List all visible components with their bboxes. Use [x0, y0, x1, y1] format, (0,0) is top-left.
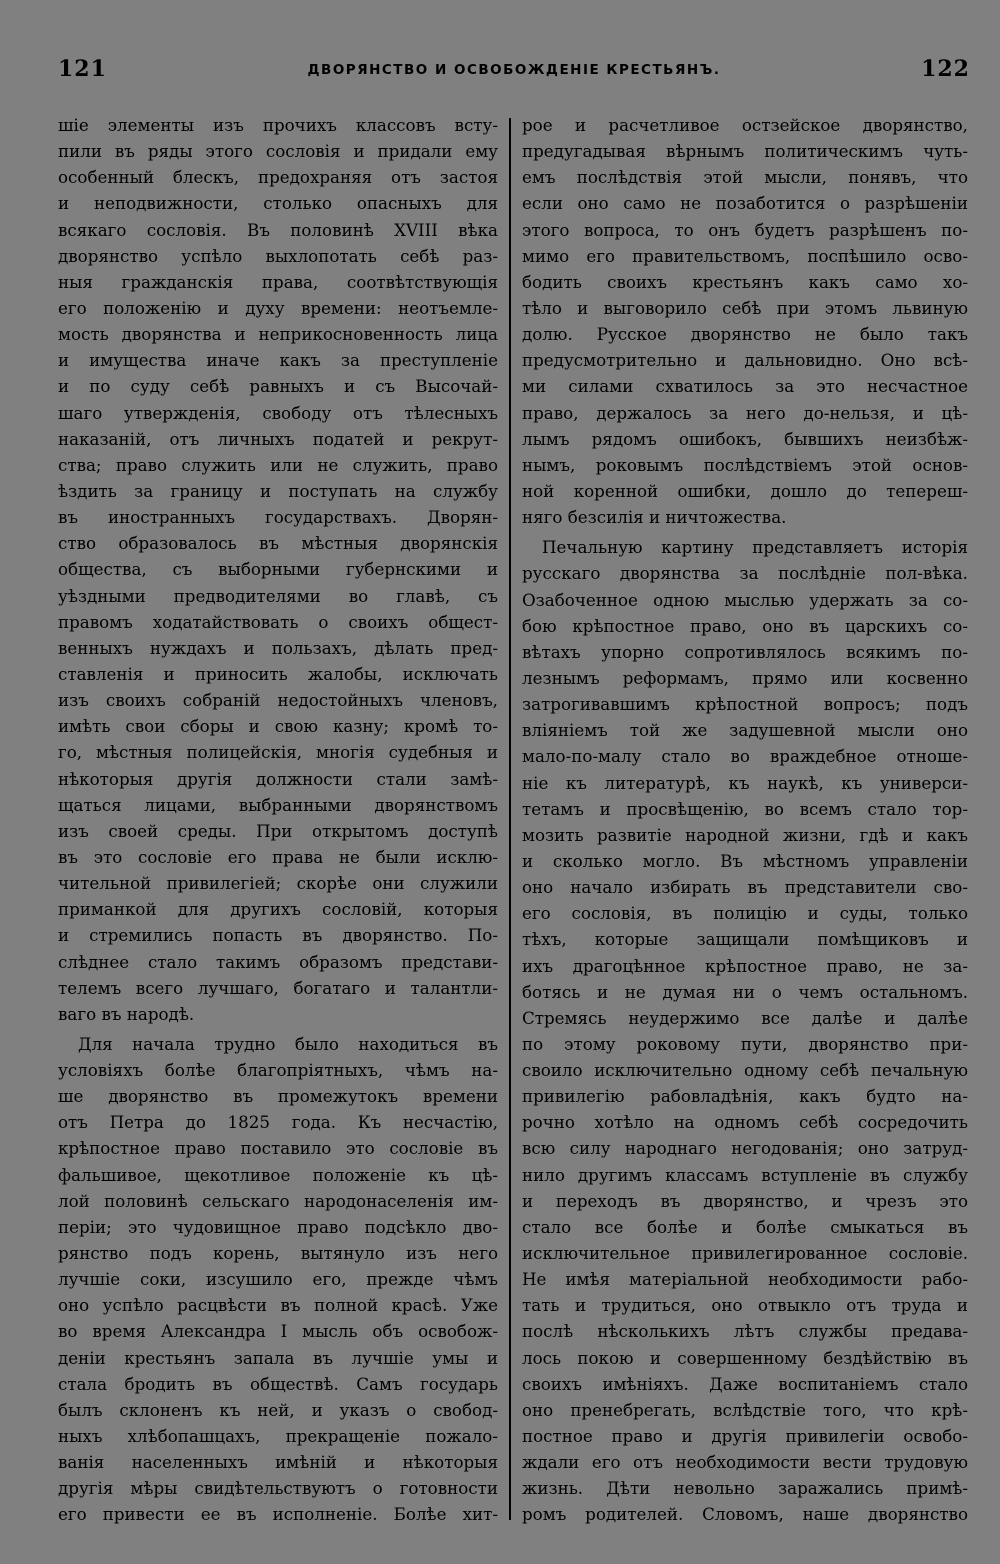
text-line: другія мѣры свидѣтельствуютъ о готовности [58, 1478, 498, 1499]
text-line: няго безсилія и ничтожества. [522, 507, 787, 528]
text-line: ѣздить за границу и поступать на службу [58, 480, 498, 501]
text-line: вѣтахъ упорно сопротивлялось всякимъ по- [522, 641, 968, 662]
text-line: Для начала трудно было находиться въ [78, 1033, 498, 1054]
text-line: вліяніемъ той же задушевной мысли оно [522, 720, 968, 741]
text-line: имѣть свои сборы и свою казну; кромѣ то- [58, 716, 498, 737]
text-line: тѣло и выговорило себѣ при этомъ львиную [522, 297, 968, 318]
text-line: ніе къ литературѣ, къ наукѣ, къ универси- [522, 772, 968, 793]
text-line: былъ склоненъ къ ней, и указъ о свобод- [58, 1399, 498, 1420]
page-number-right: 122 [921, 56, 970, 82]
text-line: нымъ, роковымъ послѣдствіемъ этой основ- [522, 454, 968, 475]
text-line: лось покою и совершенному бездѣйствію въ [522, 1347, 968, 1368]
text-line: уѣздными предводителями во главѣ, съ [58, 585, 498, 606]
text-line: привилегію рабовладѣнія, какъ будто на- [522, 1086, 968, 1107]
text-line: нѣкоторыя другія должности стали замѣ- [58, 768, 498, 789]
text-line: ми силами схватилось за это несчастное [522, 376, 968, 397]
text-line: отъ Петра до 1825 года. Къ несчастію, [58, 1112, 498, 1133]
text-line: исключительное привилегированное сословіе. [522, 1243, 968, 1264]
text-line: своило исключительно одному себѣ печальную [522, 1060, 968, 1081]
text-line: рое и расчетливое остзейское дворянство, [522, 115, 968, 135]
text-line: ботясь и не думая ни о чемъ остальномъ. [522, 981, 968, 1002]
text-line: мимо его правительствомъ, поспѣшило осво- [522, 245, 968, 266]
text-line: Не имѣя матеріальной необходимости рабо- [522, 1269, 968, 1290]
text-line: правомъ ходатайствовать о своихъ общест- [58, 611, 498, 632]
page-header [58, 56, 970, 90]
left-column [58, 112, 498, 1528]
text-line: лымъ рядомъ ошибокъ, бывшихъ неизбѣж- [522, 428, 968, 449]
text-line: ше дворянство въ промежутокъ времени [58, 1086, 498, 1107]
text-line: крѣпостное право поставило это сословіе въ [58, 1138, 498, 1159]
right-column [522, 112, 968, 1528]
text-line: стало все болѣе и болѣе смыкаться въ [522, 1216, 968, 1237]
text-line: Стремясь неудержимо все далѣе и далѣе [522, 1007, 968, 1028]
text-line: русскаго дворянства за послѣдніе пол-вѣка. [522, 563, 968, 584]
text-line: и по суду себѣ равныхъ и съ Высочай- [58, 376, 498, 397]
text-line: емъ послѣдствія этой мысли, понявъ, что [522, 167, 968, 188]
text-line: и сколько могло. Въ мѣстномъ управленіи [522, 850, 968, 871]
text-line: жизнь. Дѣти невольно заражались примѣ- [522, 1478, 968, 1499]
text-line: и стремились попасть въ дворянство. По- [58, 925, 498, 946]
text-line: Озабоченное одною мыслью удержать за со- [522, 589, 968, 610]
text-line: ства; право служить или не служить, право [58, 454, 498, 475]
text-line: оно начало избирать въ представители сво- [522, 877, 968, 898]
text-line: ставленія и приносить жалобы, исключать [58, 663, 498, 684]
text-line: наказаній, отъ личныхъ податей и рекрут- [58, 428, 498, 449]
text-line: мость дворянства и неприкосновенность лица [58, 324, 498, 345]
text-line: тать и трудиться, оно отвыкло отъ труда и [522, 1295, 968, 1316]
text-line: постное право и другія привилегіи освобо- [522, 1426, 968, 1447]
text-line: стала бродить въ обществѣ. Самъ государь [58, 1373, 498, 1394]
text-line: во время Александра I мысль объ освобож- [58, 1321, 498, 1342]
text-line: ромъ родителей. Словомъ, наше дворянство [522, 1504, 968, 1525]
text-line: изъ своихъ собраній недостойныхъ членовъ, [58, 690, 498, 711]
text-line: условіяхъ болѣе благопріятныхъ, чѣмъ на- [58, 1060, 498, 1081]
text-line: особенный блескъ, предохраняя отъ застоя [58, 167, 498, 188]
text-line: предусмотрительно и дальновидно. Оно всѣ- [522, 350, 968, 371]
text-line: ихъ драгоцѣнное крѣпостное право, не за- [522, 955, 968, 976]
text-line: своихъ имѣніяхъ. Даже воспитаніемъ стало [522, 1373, 968, 1394]
text-line: и имущества иначе какъ за преступленіе [58, 350, 498, 371]
text-line: щаться лицами, выбранными дворянствомъ [58, 794, 498, 815]
text-line: шаго утвержденія, свободу отъ тѣлесныхъ [58, 402, 498, 423]
text-line: періи; это чудовищное право подсѣкло дво- [58, 1216, 498, 1237]
text-line: пили въ ряды этого сословія и придали ему [58, 141, 498, 162]
text-line: нило другимъ классамъ вступленіе въ службу [522, 1164, 968, 1185]
text-line: слѣднее стало такимъ образомъ представи- [58, 951, 498, 972]
text-line: бодить своихъ крестьянъ какъ само хо- [522, 271, 968, 292]
text-line: ванія населенныхъ имѣній и нѣкоторыя [58, 1452, 498, 1473]
text-line: его сословія, въ полицію и суды, только [522, 903, 968, 924]
text-line: лой половинѣ сельскаго народонаселенія им- [58, 1190, 498, 1211]
running-title: ДВОРЯНСТВО И ОСВОБОЖДЕНІЕ КРЕСТЬЯНЪ. [307, 62, 721, 78]
text-line: лезнымъ реформамъ, прямо или косвенно [522, 667, 968, 688]
text-line: по этому роковому пути, дворянство при- [522, 1033, 968, 1054]
text-line: ныя гражданскія права, соотвѣтствующія [58, 271, 498, 292]
text-line: Печальную картину представляетъ исторія [542, 537, 968, 558]
text-line: если оно само не позаботится о разрѣшеніи [522, 193, 968, 214]
text-line: лучшіе соки, изсушило его, прежде чѣмъ [58, 1269, 498, 1290]
text-line: мало-по-малу стало во враждебное отноше- [522, 746, 968, 767]
text-line: изъ своей среды. При открытомъ доступѣ [58, 820, 498, 841]
page-number-left: 121 [58, 56, 107, 82]
column-divider [509, 118, 511, 1520]
text-line: ждали его отъ необходимости вести трудовую [522, 1452, 968, 1473]
text-line: рянство подъ корень, вытянуло изъ него [58, 1243, 498, 1264]
text-line: венныхъ нуждахъ и пользахъ, дѣлать пред- [58, 637, 498, 658]
text-line: бою крѣпостное право, оно въ царскихъ со- [522, 615, 968, 636]
text-line: послѣ нѣсколькихъ лѣтъ службы предава- [522, 1321, 968, 1342]
text-line: предугадывая вѣрнымъ политическимъ чуть- [522, 141, 968, 162]
text-line: приманкой для другихъ сословій, которыя [58, 899, 498, 920]
text-line: оно успѣло расцвѣсти въ полной красѣ. Уже [58, 1295, 498, 1316]
text-line: ныхъ хлѣбопашцахъ, прекращеніе пожало- [58, 1426, 498, 1447]
text-line: и неподвижности, столько опасныхъ для [58, 193, 498, 214]
text-line: деніи крестьянъ запала въ лучшіе умы и [58, 1347, 498, 1368]
text-line: этого вопроса, то онъ будетъ разрѣшенъ по- [522, 219, 968, 240]
text-line: всю силу народнаго негодованія; оно затруд- [522, 1138, 968, 1159]
text-line: долю. Русское дворянство не было такъ [522, 324, 968, 345]
text-line: ство образовалось въ мѣстныя дворянскія [58, 533, 498, 554]
text-line: ной коренной ошибки, дошло до теперeш- [522, 480, 968, 501]
text-line: телемъ всего лучшаго, богатаго и талантли- [58, 977, 498, 998]
text-line: фальшивое, щекотливое положеніе къ цѣ- [58, 1164, 498, 1185]
text-line: мозить развитіе народной жизни, гдѣ и какъ [522, 824, 968, 845]
text-line: общества, съ выборными губернскими и [58, 559, 498, 580]
text-line: въ иностранныхъ государствахъ. Дворян- [58, 507, 498, 528]
text-line: въ это сословіе его права не были исклю- [58, 846, 498, 867]
text-line: затрогивавшимъ крѣпостной вопросъ; подъ [522, 694, 968, 715]
text-line: чительной привилегіей; скорѣе они служили [58, 873, 498, 894]
right-paragraph-2 [522, 534, 968, 1527]
text-line: дворянство успѣло выхлопотать себѣ раз- [58, 245, 498, 266]
text-line: шіе элементы изъ прочихъ классовъ всту- [58, 115, 498, 135]
text-line: право, держалось за него до-нельзя, и цѣ- [522, 402, 968, 423]
text-line: рочно хотѣло на одномъ себѣ сосредочить [522, 1112, 968, 1133]
right-paragraph-1 [522, 112, 968, 530]
text-line: оно пренебрегать, вслѣдствіе того, что крѣ- [522, 1399, 968, 1420]
text-line: го, мѣстныя полицейскія, многія судебныя и [58, 742, 498, 763]
text-line: тетамъ и просвѣщенію, во всемъ стало тор- [522, 798, 968, 819]
text-line: всякаго сословія. Въ половинѣ XVIII вѣка [58, 219, 498, 240]
left-paragraph-1 [58, 112, 498, 1027]
text-line: его положенію и духу времени: неотъемле- [58, 297, 498, 318]
text-line: его привести ее въ исполненіе. Болѣе хит- [58, 1504, 498, 1525]
text-line: ваго въ народѣ. [58, 1003, 195, 1024]
text-line: и переходъ въ дворянство, и чрезъ это [522, 1190, 968, 1211]
text-line: тѣхъ, которые защищали помѣщиковъ и [522, 929, 968, 950]
left-paragraph-2 [58, 1031, 498, 1528]
